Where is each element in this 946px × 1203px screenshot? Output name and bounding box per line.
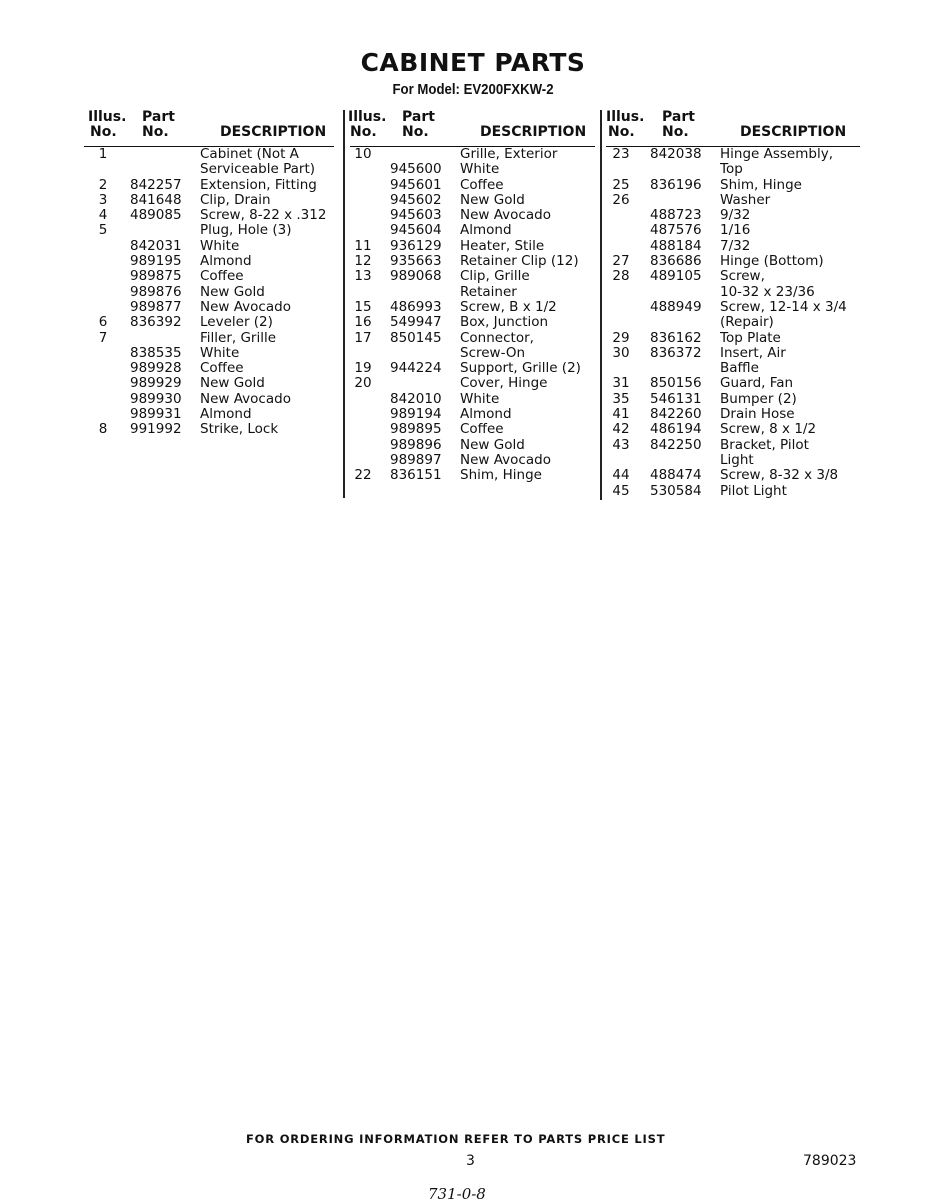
illus-no: 42 — [612, 421, 630, 438]
illus-no: 17 — [354, 329, 372, 346]
description: Coffee — [200, 268, 244, 285]
table-row — [350, 269, 595, 284]
part-no: 989876 — [130, 283, 182, 300]
part-no: 850145 — [390, 329, 442, 346]
table-row — [350, 392, 595, 407]
part-header-2: No. — [142, 124, 169, 140]
table-row — [606, 331, 860, 346]
description: Screw, 8-32 x 3/8 — [720, 467, 839, 484]
illus-no: 31 — [612, 375, 630, 392]
part-no: 989194 — [390, 406, 442, 423]
part-no: 838535 — [130, 344, 182, 361]
illus-no: 2 — [98, 176, 108, 193]
description: Top — [720, 161, 743, 178]
description: Drain Hose — [720, 406, 795, 423]
table-row — [606, 453, 860, 468]
description: New Avocado — [460, 207, 551, 224]
table-row — [606, 239, 860, 254]
part-no: 936129 — [390, 237, 442, 254]
description-header: DESCRIPTION — [220, 124, 327, 140]
part-no: 850156 — [650, 375, 702, 392]
part-header-2: No. — [662, 124, 689, 140]
part-no: 989930 — [130, 390, 182, 407]
illus-header-1: Illus. — [348, 109, 387, 125]
table-row — [606, 468, 860, 483]
illus-header-2: No. — [90, 124, 117, 140]
table-row — [84, 422, 334, 437]
part-header-1: Part — [402, 109, 435, 125]
description: Hinge Assembly, — [720, 146, 833, 162]
part-no: 842038 — [650, 146, 702, 162]
illus-no: 35 — [612, 390, 630, 407]
table-row — [84, 285, 334, 300]
illus-no: 29 — [612, 329, 630, 346]
illus-header-2: No. — [608, 124, 635, 140]
illus-no: 44 — [612, 467, 630, 484]
description: New Gold — [460, 436, 525, 453]
description: Heater, Stile — [460, 237, 545, 254]
part-no: 989928 — [130, 360, 182, 377]
part-no: 989875 — [130, 268, 182, 285]
table-row — [606, 254, 860, 269]
table-row — [350, 285, 595, 300]
table-row — [606, 193, 860, 208]
table-row — [606, 376, 860, 391]
table-row — [84, 223, 334, 238]
illus-header-1: Illus. — [606, 109, 645, 125]
description: Screw, 8 x 1/2 — [720, 421, 817, 438]
page-number: 3 — [466, 1153, 475, 1169]
part-no: 489085 — [130, 207, 182, 224]
description: (Repair) — [720, 314, 774, 331]
column-header — [350, 108, 595, 147]
description: Cabinet (Not A — [200, 146, 299, 162]
description: Retainer Clip (12) — [460, 253, 579, 270]
table-row — [606, 223, 860, 238]
description: Coffee — [460, 421, 504, 438]
illus-no: 45 — [612, 482, 630, 499]
illus-no: 13 — [354, 268, 372, 285]
table-row — [84, 147, 334, 162]
part-no: 945604 — [390, 222, 442, 239]
description: Screw-On — [460, 344, 526, 361]
description: Plug, Hole (3) — [200, 222, 292, 239]
table-row — [350, 453, 595, 468]
description: New Gold — [200, 375, 265, 392]
table-row — [84, 315, 334, 330]
part-no: 841648 — [130, 191, 182, 208]
table-row — [606, 208, 860, 223]
table-row — [350, 331, 595, 346]
table-row — [84, 162, 334, 177]
description: Coffee — [200, 360, 244, 377]
description: Washer — [720, 191, 771, 208]
table-row — [84, 331, 334, 346]
part-no: 488474 — [650, 467, 702, 484]
description: New Avocado — [200, 390, 291, 407]
description: Serviceable Part) — [200, 161, 316, 178]
table-row — [606, 346, 860, 361]
description: New Gold — [200, 283, 265, 300]
part-no: 989929 — [130, 375, 182, 392]
table-row — [606, 438, 860, 453]
table-row — [84, 392, 334, 407]
table-row — [350, 208, 595, 223]
description: New Avocado — [460, 451, 551, 468]
illus-no: 11 — [354, 237, 372, 254]
table-row — [84, 346, 334, 361]
part-no: 945601 — [390, 176, 442, 193]
document-number: 789023 — [803, 1153, 857, 1169]
illus-no: 12 — [354, 253, 372, 270]
description: Connector, — [460, 329, 534, 346]
description: 1/16 — [720, 222, 751, 239]
description: Screw, 8-22 x .312 — [200, 207, 327, 224]
description: Shim, Hinge — [460, 467, 542, 484]
illus-no: 10 — [354, 146, 372, 162]
column-divider — [600, 110, 602, 500]
description: 9/32 — [720, 207, 751, 224]
description: Screw, B x 1/2 — [460, 298, 557, 315]
table-row — [350, 346, 595, 361]
part-no: 989877 — [130, 298, 182, 315]
illus-no: 6 — [98, 314, 108, 331]
table-row — [84, 193, 334, 208]
description: New Gold — [460, 191, 525, 208]
illus-no: 8 — [98, 421, 108, 438]
parts-column-3 — [606, 108, 860, 499]
illus-header-2: No. — [350, 124, 377, 140]
part-no: 989068 — [390, 268, 442, 285]
table-row — [84, 178, 334, 193]
illus-no: 22 — [354, 467, 372, 484]
description: White — [200, 237, 240, 254]
table-row — [350, 300, 595, 315]
illus-no: 23 — [612, 146, 630, 162]
description: Grille, Exterior — [460, 146, 558, 162]
description: White — [460, 390, 500, 407]
part-no: 989897 — [390, 451, 442, 468]
illus-no: 3 — [98, 191, 108, 208]
table-row — [606, 361, 860, 376]
part-no: 836372 — [650, 344, 702, 361]
part-no: 487576 — [650, 222, 702, 239]
illus-no: 43 — [612, 436, 630, 453]
part-no: 486194 — [650, 421, 702, 438]
illus-no: 16 — [354, 314, 372, 331]
table-row — [84, 208, 334, 223]
description: Bumper (2) — [720, 390, 797, 407]
table-row — [350, 361, 595, 376]
description: Almond — [200, 406, 252, 423]
table-row — [606, 422, 860, 437]
illus-no: 1 — [98, 146, 108, 162]
table-row — [350, 376, 595, 391]
description: Retainer — [460, 283, 517, 300]
description: Shim, Hinge — [720, 176, 802, 193]
table-row — [606, 162, 860, 177]
page-title: CABINET PARTS — [360, 48, 586, 77]
column-header — [606, 108, 860, 147]
description: Almond — [460, 406, 512, 423]
illus-no: 5 — [98, 222, 108, 239]
illus-no: 41 — [612, 406, 630, 423]
description: 7/32 — [720, 237, 751, 254]
part-no: 488949 — [650, 298, 702, 315]
description: Guard, Fan — [720, 375, 794, 392]
part-no: 989895 — [390, 421, 442, 438]
description: Extension, Fitting — [200, 176, 317, 193]
parts-column-1 — [84, 108, 334, 438]
illus-no: 20 — [354, 375, 372, 392]
description: Light — [720, 451, 754, 468]
illus-no: 19 — [354, 360, 372, 377]
description: Leveler (2) — [200, 314, 273, 331]
description: Support, Grille (2) — [460, 360, 581, 377]
table-row — [350, 468, 595, 483]
table-row — [350, 147, 595, 162]
part-no: 836151 — [390, 467, 442, 484]
part-no: 486993 — [390, 298, 442, 315]
table-row — [350, 438, 595, 453]
illus-no: 7 — [98, 329, 108, 346]
table-row — [350, 254, 595, 269]
table-row — [606, 407, 860, 422]
description: Hinge (Bottom) — [720, 253, 824, 270]
description: Filler, Grille — [200, 329, 277, 346]
table-row — [350, 193, 595, 208]
part-no: 842260 — [650, 406, 702, 423]
description: Screw, — [720, 268, 765, 285]
table-row — [606, 315, 860, 330]
description: White — [200, 344, 240, 361]
description: Insert, Air — [720, 344, 786, 361]
part-no: 989931 — [130, 406, 182, 423]
part-no: 945603 — [390, 207, 442, 224]
part-no: 842250 — [650, 436, 702, 453]
part-no: 842031 — [130, 237, 182, 254]
description: Almond — [200, 253, 252, 270]
part-header-1: Part — [142, 109, 175, 125]
table-row — [350, 239, 595, 254]
ordering-footer: FOR ORDERING INFORMATION REFER TO PARTS PRICE LIST — [246, 1132, 666, 1146]
illus-no: 28 — [612, 268, 630, 285]
table-row — [84, 269, 334, 284]
part-no: 935663 — [390, 253, 442, 270]
part-no: 546131 — [650, 390, 702, 407]
table-row — [350, 422, 595, 437]
part-no: 489105 — [650, 268, 702, 285]
description: 10-32 x 23/36 — [720, 283, 815, 300]
description: Screw, 12-14 x 3/4 — [720, 298, 847, 315]
table-row — [84, 300, 334, 315]
table-row — [606, 300, 860, 315]
part-no: 945600 — [390, 161, 442, 178]
illus-no: 4 — [98, 207, 108, 224]
table-row — [84, 254, 334, 269]
description: Pilot Light — [720, 482, 787, 499]
table-row — [606, 269, 860, 284]
part-no: 944224 — [390, 360, 442, 377]
description: New Avocado — [200, 298, 291, 315]
part-no: 530584 — [650, 482, 702, 499]
description: Strike, Lock — [200, 421, 279, 438]
table-row — [350, 178, 595, 193]
description: White — [460, 161, 500, 178]
part-no: 945602 — [390, 191, 442, 208]
table-row — [606, 392, 860, 407]
table-row — [350, 162, 595, 177]
table-row — [350, 223, 595, 238]
part-no: 842257 — [130, 176, 182, 193]
description: Clip, Drain — [200, 191, 271, 208]
illus-no: 25 — [612, 176, 630, 193]
table-row — [606, 484, 860, 499]
description: Clip, Grille — [460, 268, 530, 285]
table-row — [84, 376, 334, 391]
table-row — [84, 239, 334, 254]
parts-column-2 — [350, 108, 595, 484]
part-header-1: Part — [662, 109, 695, 125]
model-subtitle: For Model: EV200FXKW-2 — [392, 81, 554, 98]
description: Coffee — [460, 176, 504, 193]
part-no: 836392 — [130, 314, 182, 331]
description: Top Plate — [720, 329, 781, 346]
part-no: 842010 — [390, 390, 442, 407]
table-row — [84, 407, 334, 422]
part-no: 991992 — [130, 421, 182, 438]
part-no: 989195 — [130, 253, 182, 270]
description: Box, Junction — [460, 314, 549, 331]
description: Bracket, Pilot — [720, 436, 809, 453]
part-no: 549947 — [390, 314, 442, 331]
table-row — [350, 315, 595, 330]
part-no: 836686 — [650, 253, 702, 270]
description: Almond — [460, 222, 512, 239]
column-divider — [343, 110, 345, 498]
part-no: 488723 — [650, 207, 702, 224]
table-row — [606, 285, 860, 300]
part-no: 488184 — [650, 237, 702, 254]
handwritten-note: 731-0-8 — [428, 1185, 486, 1203]
column-header — [84, 108, 334, 147]
table-row — [350, 407, 595, 422]
illus-no: 26 — [612, 191, 630, 208]
illus-no: 15 — [354, 298, 372, 315]
table-row — [606, 147, 860, 162]
illus-header-1: Illus. — [88, 109, 127, 125]
part-header-2: No. — [402, 124, 429, 140]
part-no: 989896 — [390, 436, 442, 453]
description-header: DESCRIPTION — [740, 124, 847, 140]
description: Cover, Hinge — [460, 375, 548, 392]
part-no: 836162 — [650, 329, 702, 346]
illus-no: 27 — [612, 253, 630, 270]
description-header: DESCRIPTION — [480, 124, 587, 140]
part-no: 836196 — [650, 176, 702, 193]
table-row — [84, 361, 334, 376]
illus-no: 30 — [612, 344, 630, 361]
description: Baffle — [720, 360, 759, 377]
table-row — [606, 178, 860, 193]
